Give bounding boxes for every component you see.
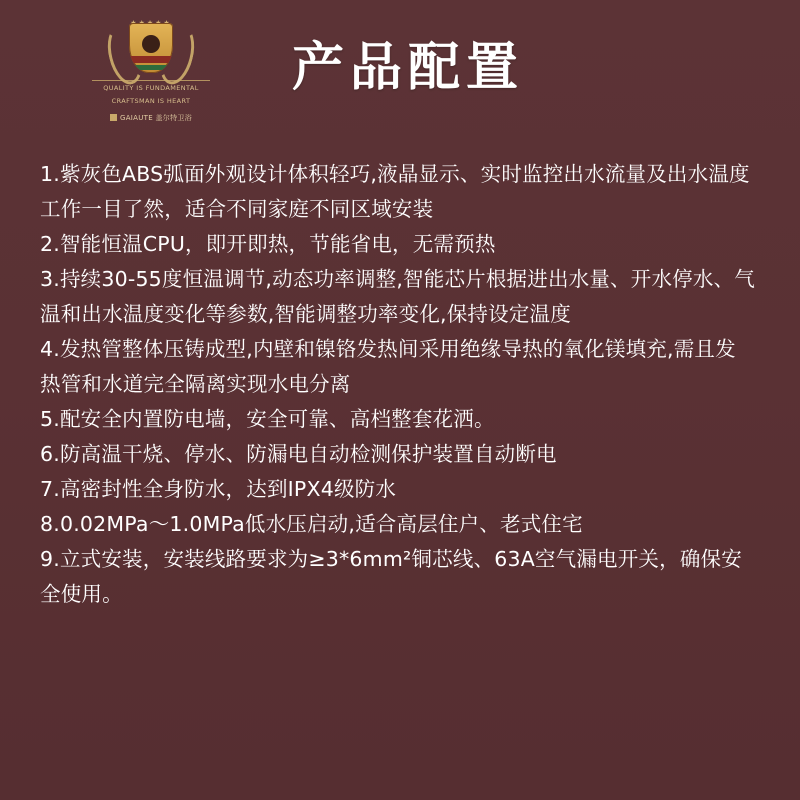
logo-divider [92, 80, 210, 81]
list-item: 4.发热管整体压铸成型,内壁和镍铬发热间采用绝缘导热的氧化镁填充,需且发热管和水道完全隔离实现水电分离 [40, 337, 736, 396]
logo-tagline-line1: QUALITY IS FUNDAMENTAL [103, 84, 199, 92]
shield-band-green [129, 65, 173, 70]
portrait-icon [142, 35, 160, 53]
list-item: 1.紫灰色ABS弧面外观设计体积轻巧,液晶显示、实时监控出水流量及出水温度工作一目了然，适合不同家庭不同区域安装 [40, 162, 750, 221]
list-item: 5.配安全内置防电墙，安全可靠、高档整套花洒。 [40, 407, 495, 431]
brand-mark-icon [110, 114, 117, 121]
spec-list [0, 135, 800, 612]
brand-name-label: GAIAUTE 盖尔特卫浴 [119, 113, 192, 122]
page-title: 产品配置 [292, 37, 525, 98]
list-item: 6.防高温干烧、停水、防漏电自动检测保护装置自动断电 [40, 442, 557, 466]
list-item: 3.持续30-55度恒温调节,动态功率调整,智能芯片根据进出水量、开水停水、气温和出水温度变化等参数,智能调整功率变化,保持设定温度 [40, 267, 755, 326]
list-item: 8.0.02MPa～1.0MPa低水压启动,适合高层住户、老式住宅 [40, 512, 583, 536]
shield-band-red [129, 56, 173, 63]
brand-logo [86, 13, 216, 123]
crest-icon [105, 19, 197, 78]
brand-name [110, 113, 192, 123]
poster-header [0, 0, 800, 135]
list-item: 7.高密封性全身防水，达到IPX4级防水 [40, 477, 397, 501]
list-item: 9.立式安装，安装线路要求为≥3*6mm²铜芯线、63A空气漏电开关，确保安全使用。 [40, 547, 742, 606]
shield-icon [129, 23, 173, 73]
list-item: 2.智能恒温CPU，即开即热，节能省电，无需预热 [40, 232, 496, 256]
logo-tagline-line2: CRAFTSMAN IS HEART [111, 96, 191, 105]
